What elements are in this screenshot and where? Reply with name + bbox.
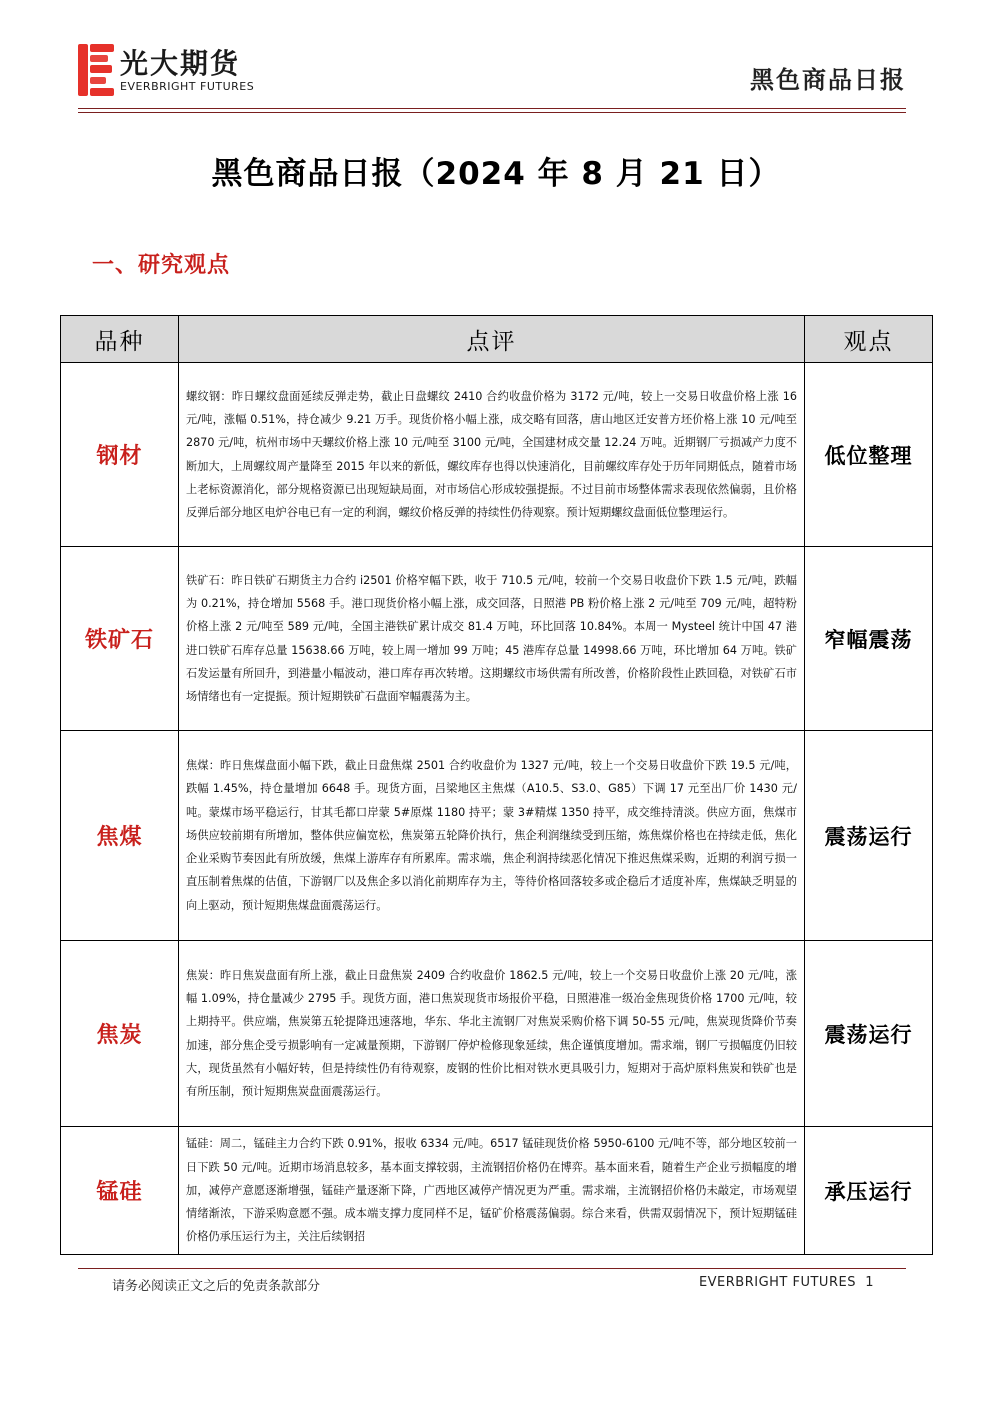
comment-cell: 铁矿石：昨日铁矿石期货主力合约 i2501 价格窄幅下跌，收于 710.5 元/吨，较前一个交易日收盘价下跌 1.5 元/吨，跌幅为 0.21%，持仓增加 5568 手。港口现货价格小幅上涨，成交回落，日照港 PB 粉价格上涨 2 元/吨至 709 元/吨，超特粉价格上涨 2 元/吨至 589 元/吨，全国主港铁矿累计成交 81.4 万吨，环比回落 10.84%。本周一 Mysteel 统计中国 47 港进口铁矿石库存总量 15638.66 万吨，较上周一增加 99 万吨；45 港库存总量 14998.66 万吨，环比增加 64 万吨。铁矿石发运量有所回升，到港量小幅波动，港口库存再次转增。这期螺纹市场供需有所改善，价格阶段性止跌回稳，对铁矿石市场情绪也有一定提振。预计短期铁矿石盘面窄幅震荡为主。 — [179, 547, 805, 731]
table-row — [61, 547, 933, 731]
footer-disclaimer: 请务必阅读正文之后的免责条款部分 — [112, 1279, 321, 1294]
page-number: 1 — [865, 1275, 874, 1290]
variety-cell: 焦煤 — [61, 731, 179, 941]
table-row — [61, 1127, 933, 1255]
header-divider — [78, 108, 906, 109]
view-cell: 窄幅震荡 — [805, 547, 933, 731]
logo-english-name: EVERBRIGHT FUTURES — [120, 80, 255, 93]
comment-cell: 焦煤：昨日焦煤盘面小幅下跌，截止日盘焦煤 2501 合约收盘价为 1327 元/吨，较上一个交易日收盘价下跌 19.5 元/吨，跌幅 1.45%，持仓量增加 6648 手。现货方面，吕梁地区主焦煤（A10.5、S3.0、G85）下调 17 元至出厂价 1430 元/吨。蒙煤市场平稳运行，甘其毛都口岸蒙 5#原煤 1180 持平；蒙 3#精煤 1350 持平，成交维持清淡。供应方面，焦煤市场供应较前期有所增加，整体供应偏宽松，焦炭第五轮降价执行，焦企利润继续受到压缩，炼焦煤价格也在持续走低，焦化企业采购节奏因此有所放缓，焦煤上游库存有所累库。需求端，焦企利润持续恶化情况下推迟焦煤采购，近期的利润亏损一直压制着焦煤的估值，下游钢厂以及焦企多以消化前期库存为主，等待价格回落较多或企稳后才适度补库，焦煤缺乏明显的向上驱动，预计短期焦煤盘面震荡运行。 — [179, 731, 805, 941]
footer-divider — [78, 1268, 906, 1269]
section-heading: 一、研究观点 — [92, 253, 231, 278]
footer-company: EVERBRIGHT FUTURES — [698, 1275, 856, 1290]
logo-name: 光大期货 — [120, 47, 241, 80]
view-cell: 震荡运行 — [805, 941, 933, 1127]
header-comment: 点评 — [179, 316, 805, 363]
footer-company-page — [699, 1275, 874, 1290]
comment-cell: 螺纹钢：昨日螺纹盘面延续反弹走势，截止日盘螺纹 2410 合约收盘价格为 3172 元/吨，较上一交易日收盘价格上涨 16 元/吨，涨幅 0.51%，持仓减少 9.21 万手。现货价格小幅上涨，成交略有回落，唐山地区迁安普方坯价格上涨 10 元/吨至 2870 元/吨，杭州市场中天螺纹价格上涨 10 元/吨至 3100 元/吨，全国建材成交量 12.24 万吨。近期钢厂亏损减产力度不断加大，上周螺纹周产量降至 2015 年以来的新低，螺纹库存也得以快速消化，目前螺纹库存处于历年同期低点，随着市场上老标资源消化，部分规格资源已出现短缺局面，对市场信心形成较强提振。不过目前市场整体需求表现依然偏弱，且价格反弹后部分地区电炉谷电已有一定的利润，螺纹价格反弹的持续性仍待观察。预计短期螺纹盘面低位整理运行。 — [179, 363, 805, 547]
view-cell: 承压运行 — [805, 1127, 933, 1255]
variety-cell: 钢材 — [61, 363, 179, 547]
table-header-row — [61, 316, 933, 363]
table-row — [61, 731, 933, 941]
comment-cell: 锰硅：周二，锰硅主力合约下跌 0.91%，报收 6334 元/吨。6517 锰硅现货价格 5950-6100 元/吨不等，部分地区较前一日下跌 50 元/吨。近期市场消息较多，基本面支撑较弱，主流钢招价格仍在博弈。基本面来看，随着生产企业亏损幅度的增加，减停产意愿逐渐增强，锰硅产量逐渐下降，广西地区减停产情况更为严重。需求端，主流钢招价格仍未敲定，市场观望情绪渐浓，下游采购意愿不强。成本端支撑力度同样不足，锰矿价格震荡偏弱。综合来看，供需双弱情况下，预计短期锰硅价格仍承压运行为主，关注后续钢招 — [179, 1127, 805, 1255]
header-variety: 品种 — [61, 316, 179, 363]
view-cell: 震荡运行 — [805, 731, 933, 941]
document-title: 黑色商品日报（2024 年 8 月 21 日） — [211, 156, 781, 192]
variety-cell: 焦炭 — [61, 941, 179, 1127]
research-view-table — [60, 315, 933, 1255]
view-cell: 低位整理 — [805, 363, 933, 547]
table-row — [61, 363, 933, 547]
table-row — [61, 941, 933, 1127]
variety-cell: 锰硅 — [61, 1127, 179, 1255]
header-divider-thin — [78, 112, 906, 113]
company-logo — [78, 40, 308, 100]
comment-cell: 焦炭：昨日焦炭盘面有所上涨，截止日盘焦炭 2409 合约收盘价 1862.5 元/吨，较上一个交易日收盘价上涨 20 元/吨，涨幅 1.09%，持仓量减少 2795 手。现货方面，港口焦炭现货市场报价平稳，日照港准一级冶金焦现货价格 1700 元/吨，较上期持平。供应端，焦炭第五轮提降迅速落地，华东、华北主流钢厂对焦炭采购价格下调 50-55 元/吨，焦炭现货降价节奏加速，部分焦企受亏损影响有一定减量预期，下游钢厂停炉检修现象延续，焦企谨慎度增加。需求端，钢厂亏损幅度仍旧较大，现货虽然有小幅好转，但是持续性仍有待观察，废钢的性价比相对铁水更具吸引力，短期对于高炉原料焦炭和铁矿也是有所压制，预计短期焦炭盘面震荡运行。 — [179, 941, 805, 1127]
report-type-label: 黑色商品日报 — [750, 66, 906, 94]
logo-mark-icon — [78, 44, 114, 96]
header-view: 观点 — [805, 316, 933, 363]
variety-cell: 铁矿石 — [61, 547, 179, 731]
